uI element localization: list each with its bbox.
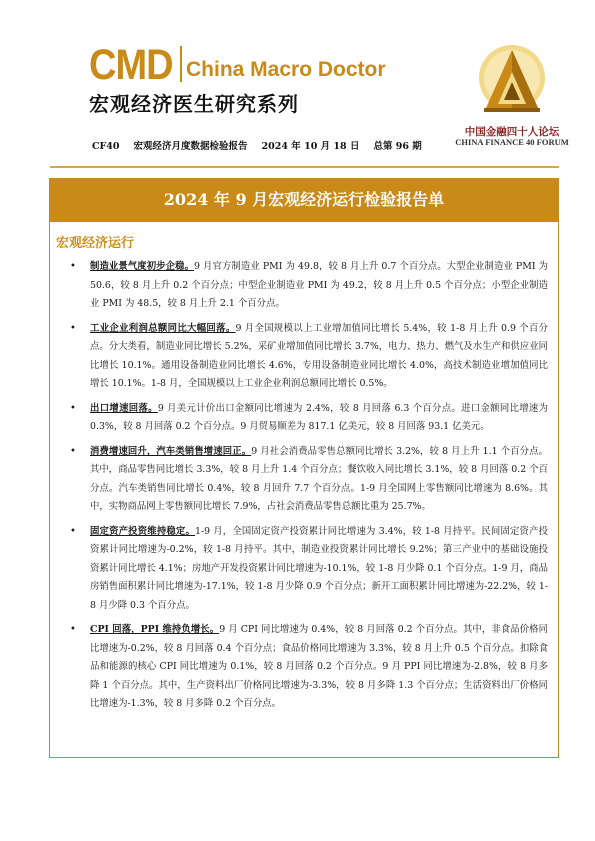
list-item-text [90, 621, 548, 714]
bullet-icon: • [70, 525, 76, 537]
header-rule [50, 166, 559, 168]
item-lead: 工业企业利润总额同比大幅回落。 [90, 322, 236, 334]
bullet-icon: • [70, 445, 76, 457]
list-item [58, 621, 548, 714]
item-body: 1-9 月，全国固定资产投资累计同比增速为 3.4%，较 1-8 月持平。民间固定资产投资累计同比增速为-0.2%，较 1-8 月持平。其中，制造业投资累计同比增长 9.2%；第三产业中的基础设施投资累计同比增长 4.1%；房地产开发投资累计同比增速为-10.1%，较 1-8 月少降 0.1 个百分点。1-9 月，商品房销售面积累计同比增速为-17.1%，较 1-8 月少降 0.9 个百分点；新开工面积累计同比增速为-22.2%，较 1-8 月少降 0.3 个百分点。 [90, 525, 548, 611]
item-body: 9 月美元计价出口金额同比增速为 2.4%，较 8 月回落 6.3 个百分点。进口金额同比增速为 0.3%，较 8 月回落 0.2 个百分点。9 月贸易顺差为 817.1 亿美元，较 8 月回落 93.1 亿美元。 [90, 402, 548, 432]
report-code: CF40 [92, 141, 120, 152]
item-lead: 固定资产投资维持稳定。 [90, 525, 196, 537]
series-title: 宏观经济医生研究系列 [89, 92, 299, 116]
report-date: 2024 年 10 月 18 日 [261, 141, 360, 152]
forum-name-cn: 中国金融四十人论坛 [464, 126, 560, 138]
list-item [58, 443, 548, 517]
bullet-icon: • [70, 322, 76, 334]
item-lead: 制造业景气度初步企稳。 [90, 261, 195, 272]
item-body: 9 月 CPI 同比增速为 0.4%，较 8 月回落 0.2 个百分点。其中，非食品价格同比增速为-0.2%，较 8 月回落 0.4 个百分点；食品价格同比增速为 3.3%，较 8 月上升 0.5 个百分点。扣除食品和能源的核心 CPI 同比增速为 0.1%，较 8 月回落 0.2 个百分点。9 月 PPI 同比增速为-2.8%，较 8 月多降 1 个百分点。其中，生产资料出厂价格同比增速为-3.3%，较 8 月多降 1.3 个百分点；生活资料出厂价格同比增速为-1.3%，较 8 月多降 0.2 个百分点。 [90, 624, 548, 709]
findings-list [58, 258, 548, 720]
item-lead: 消费增速回升，汽车类销售增速回正。 [90, 445, 252, 457]
forum-name-en: CHINA FINANCE 40 FORUM [455, 137, 569, 147]
bullet-icon: • [70, 261, 76, 272]
cmd-logo: CMD [89, 42, 173, 90]
section-title: 宏观经济运行 [56, 236, 135, 251]
list-item [58, 320, 548, 394]
issue-number: 总第 96 期 [373, 141, 422, 152]
bullet-icon: • [70, 402, 76, 414]
item-body: 9 月社会消费品零售总额同比增长 3.2%，较 8 月上升 1.1 个百分点。其中，商品零售同比增长 3.3%，较 8 月上升 1.4 个百分点；餐饮收入同比增长 3.1%，较 8 月回落 0.2 个百分点。汽车类销售同比增长 0.4%，较 8 月回升 7.7 个百分点。1-9 月全国网上零售额同比增速为 8.6%。其中，实物商品网上零售额同比增长 7.9%，占社会消费品零售总额比重为 25.7%。 [90, 445, 548, 512]
report-title-banner: 2024 年 9 月宏观经济运行检验报告单 [49, 178, 559, 222]
cmd-logo-subtitle: China Macro Doctor [186, 58, 386, 81]
report-meta-line [92, 138, 436, 152]
list-item-text [90, 320, 548, 394]
list-item [58, 523, 548, 616]
item-body: 9 月全国规模以上工业增加值同比增长 5.4%，较 1-8 月上升 0.9 个百分点。分大类看，制造业同比增长 5.2%，采矿业增加值同比增长 3.7%，电力、热力、燃气及水生产和供应业同比增长 10.1%。通用设备制造业同比增长 4.6%，专用设备制造业同比增长 4.0%，高技术制造业增加值同比增长 10.1%。1-8 月，全国规模以上工业企业利润总额同比增长 0.5%。 [90, 322, 548, 389]
item-lead: 出口增速回落。 [90, 402, 158, 414]
forum-logo-icon [476, 42, 548, 122]
item-lead: CPI 回落，PPI 维持负增长。 [90, 624, 220, 635]
list-item-text [90, 258, 548, 314]
report-header [0, 0, 595, 160]
list-item [58, 400, 548, 437]
list-item-text [90, 523, 548, 616]
logo-divider [180, 46, 182, 82]
item-body: 9 月官方制造业 PMI 为 49.8，较 8 月上升 0.7 个百分点。大型企业制造业 PMI 为 50.6，较 8 月上升 0.2 个百分点；中型企业制造业 PMI 为 49.2，较 8 月上升 0.5 个百分点；小型企业制造业 PMI 为 48.5，较 8 月上升 2.1 个百分点。 [90, 261, 548, 309]
report-type: 宏观经济月度数据检验报告 [133, 141, 248, 152]
list-item [58, 258, 548, 314]
list-item-text [90, 400, 548, 437]
list-item-text [90, 443, 548, 517]
bullet-icon: • [70, 624, 76, 635]
